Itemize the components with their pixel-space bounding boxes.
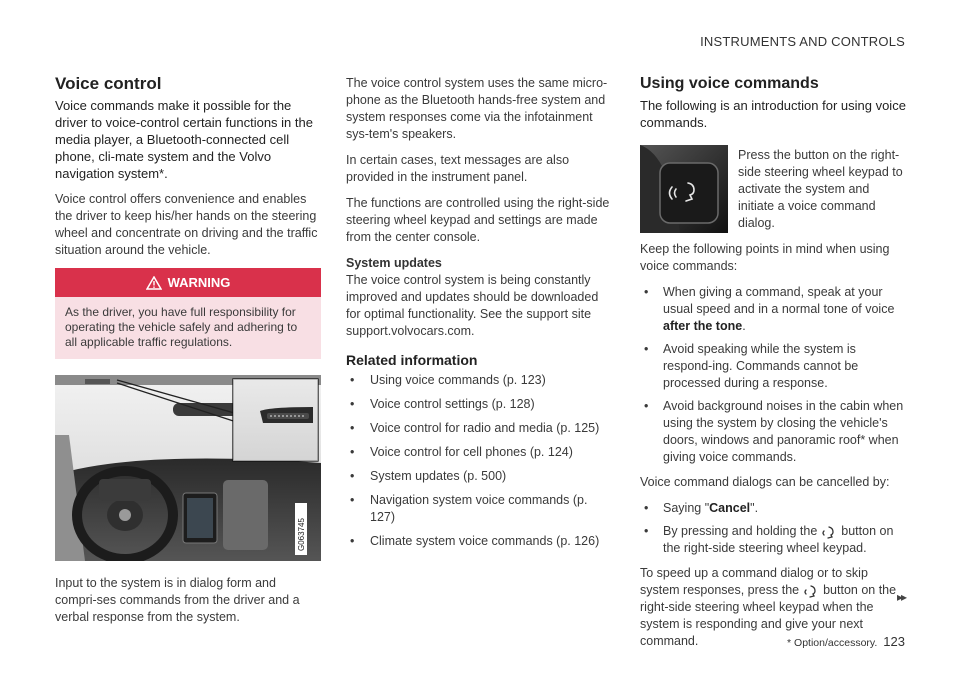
related-link[interactable]: • Voice control for radio and media (p. 125)	[346, 420, 612, 437]
footnote: * Option/accessory.	[787, 637, 878, 649]
voice-tips-list	[640, 284, 906, 466]
instructions-intro: Keep the following points in mind when using voice commands:	[640, 242, 890, 273]
related-link[interactable]: • Climate system voice commands (p. 126)	[346, 533, 612, 550]
list-item: • Avoid speaking while the system is respond-ing. Commands cannot be processed during a response.	[640, 341, 906, 392]
system-updates-heading: System updates	[346, 256, 442, 270]
related-link[interactable]: • System updates (p. 500)	[346, 468, 612, 485]
related-link[interactable]: • Navigation system voice commands (p. 127)	[346, 492, 612, 526]
warning-text: As the driver, you have full responsibility for operating the vehicle safely and adhering to all applicable traffic regulations.	[65, 305, 298, 349]
cancel-intro: Voice command dialogs can be cancelled by:	[640, 475, 890, 489]
list-item	[640, 500, 906, 517]
column-middle	[346, 75, 612, 557]
cancel-text: button on the right-side steering wheel keypad.	[663, 524, 894, 555]
voice-button-photo	[640, 145, 728, 233]
section-intro: The following is an introduction for using voice commands.	[640, 98, 906, 130]
body-paragraph: Voice control offers convenience and enables the driver to keep his/her hands on the steering wheel and concentrate on driving and the traffic situation around the vehicle.	[55, 192, 318, 257]
voice-button-description: Press the button on the right-side steering wheel keypad to activate the system and initiate a voice command dialog.	[738, 148, 903, 230]
photo-caption: Input to the system is in dialog form and compri-ses commands from the driver and a verbal response from the system.	[55, 576, 300, 624]
list-item	[640, 523, 906, 557]
warning-header	[55, 268, 321, 297]
tip-emphasis: after the tone	[663, 319, 743, 333]
cancel-options-list	[640, 500, 906, 557]
body-paragraph: The functions are controlled using the right-side steering wheel keypad and settings are made from the center console.	[346, 196, 610, 244]
photo-code-label: G063745	[297, 518, 306, 551]
warning-label: WARNING	[167, 275, 231, 290]
related-link[interactable]: • Voice control settings (p. 128)	[346, 396, 612, 413]
intro-paragraph: Voice commands make it possible for the driver to voice-control certain functions in the media player, a Bluetooth-connected cell phone, cli-mate system and the Volvo navigation system*.	[55, 98, 313, 181]
voice-control-icon	[803, 584, 819, 598]
column-right	[640, 75, 906, 659]
voice-button-drawing	[640, 145, 728, 233]
cockpit-drawing	[55, 375, 321, 561]
list-item	[640, 284, 906, 335]
column-left	[55, 75, 321, 635]
warning-triangle-icon	[146, 276, 162, 290]
cancel-text: Saying "	[663, 501, 710, 515]
cancel-text: ".	[750, 501, 759, 515]
continued-arrow-icon: ▸▸	[896, 590, 905, 604]
related-links-list	[346, 372, 612, 550]
related-information-heading: Related information	[346, 352, 478, 368]
body-paragraph: The voice control system uses the same micro-phone as the Bluetooth hands-free system and system responses come via the infotainment sys-tem's speakers.	[346, 76, 608, 141]
warning-box	[55, 268, 321, 359]
page-footer	[787, 634, 905, 649]
body-paragraph: In certain cases, text messages are also provided in the instrument panel.	[346, 153, 570, 184]
page-title: Voice control	[55, 74, 162, 93]
speed-up-text: button on the right-side steering wheel keypad when the system is responding and give your next command.	[640, 583, 897, 648]
tip-text: .	[742, 319, 746, 333]
cancel-command: Cancel	[709, 501, 751, 515]
section-header: INSTRUMENTS AND CONTROLS	[700, 34, 905, 49]
related-link[interactable]: • Using voice commands (p. 123)	[346, 372, 612, 389]
speed-up-text: To speed up a command dialog or to skip system responses, press the	[640, 566, 868, 597]
system-updates-text: The voice control system is being constantly improved and updates should be downloaded for optimal functionality. See the support site support.volvocars.com.	[346, 273, 599, 338]
related-link[interactable]: • Voice control for cell phones (p. 124)	[346, 444, 612, 461]
cancel-text: By pressing and holding the	[663, 524, 818, 538]
voice-control-icon	[821, 525, 837, 539]
page-number: 123	[883, 634, 905, 649]
tip-text: When giving a command, speak at your usual speed and in a normal tone of voice	[663, 285, 895, 316]
list-item: • Avoid background noises in the cabin when using the system by closing the vehicle's doors, windows and panoramic roof* when giving voice commands.	[640, 398, 906, 466]
section-title: Using voice commands	[640, 75, 819, 92]
voice-button-row	[640, 145, 906, 233]
cockpit-illustration	[55, 375, 321, 561]
